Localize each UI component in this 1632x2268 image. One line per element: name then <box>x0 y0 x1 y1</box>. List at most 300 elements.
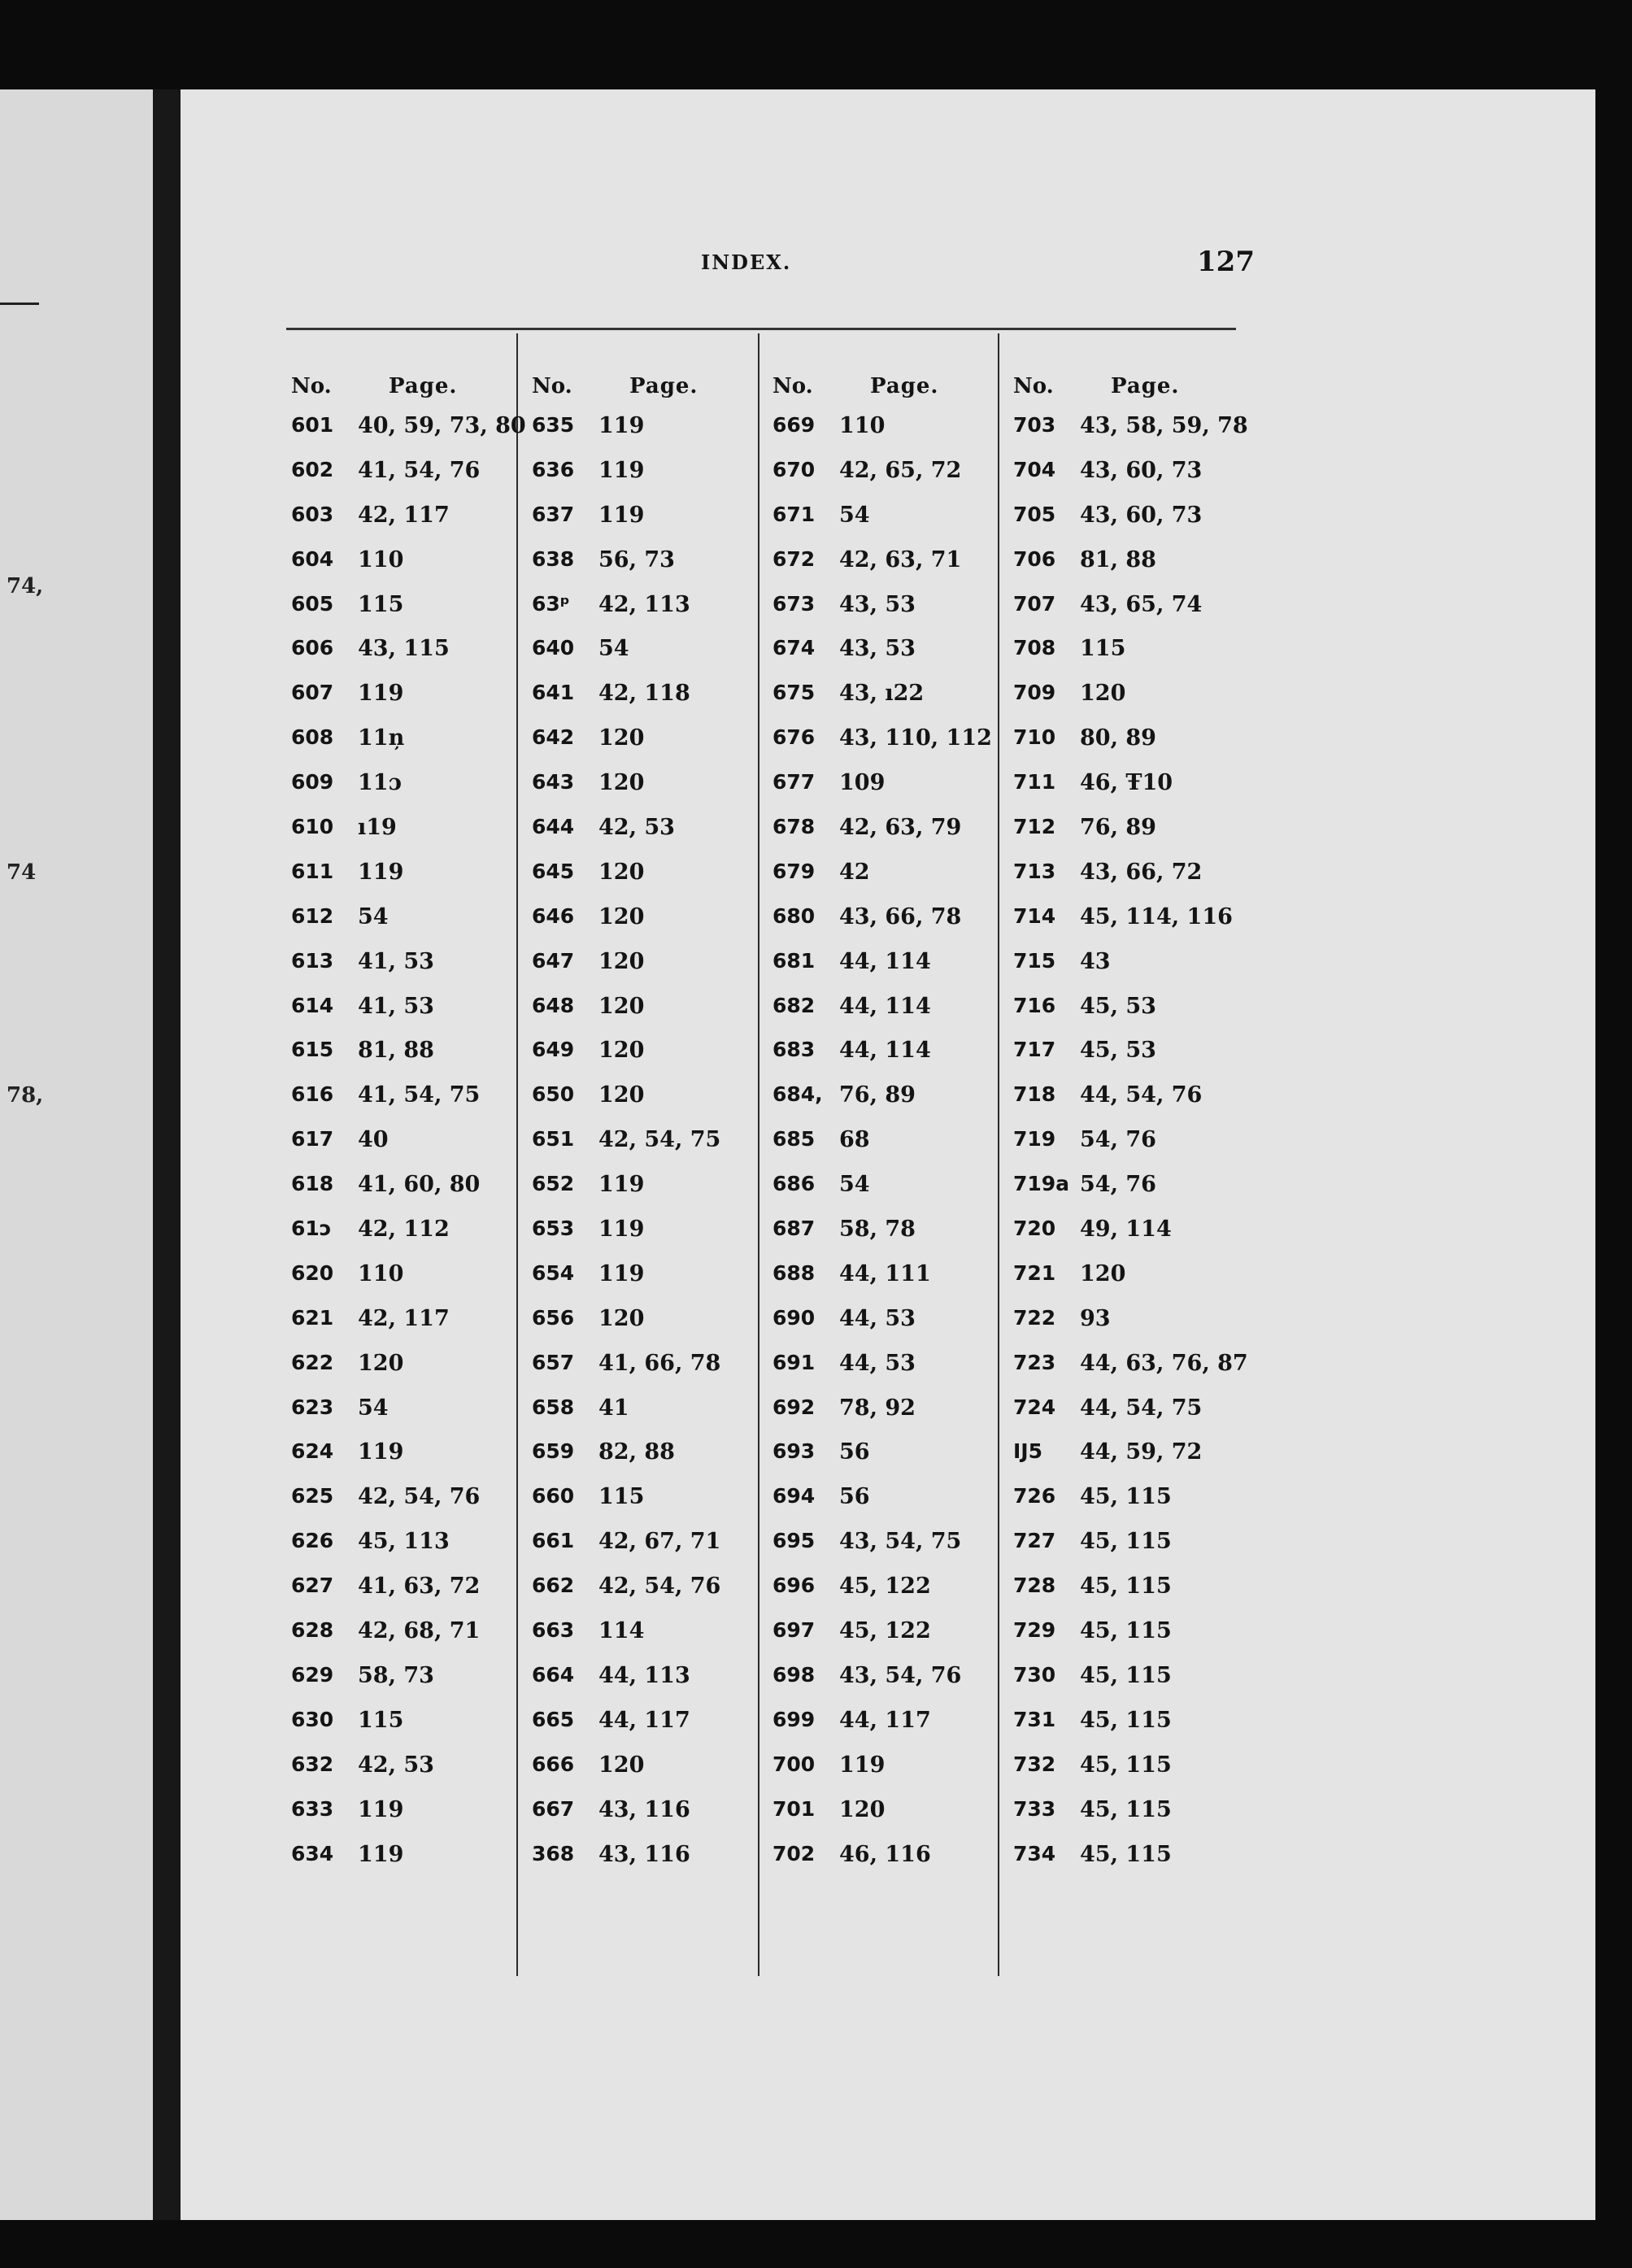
entry-pages: 119 <box>358 681 404 707</box>
entry-number: 657 <box>532 1350 575 1374</box>
entry-number: 652 <box>532 1172 575 1196</box>
entry-pages: 119 <box>598 1260 645 1286</box>
entry-number: 682 <box>772 993 816 1017</box>
entry-number: 635 <box>532 413 575 437</box>
entry-pages: 43, 60, 73 <box>1080 502 1203 528</box>
entry-pages: 45, 115 <box>1080 1618 1172 1644</box>
index-entry <box>772 1172 1008 1217</box>
index-entry <box>772 1618 1008 1663</box>
index-entry <box>772 503 1008 547</box>
index-entry <box>532 1395 768 1440</box>
facing-page-rule <box>0 303 39 305</box>
index-entry <box>532 770 768 815</box>
entry-pages: 120 <box>839 1796 886 1822</box>
header-page: Page. <box>629 374 698 398</box>
index-entry <box>1013 1261 1249 1306</box>
entry-pages: 58, 78 <box>839 1217 916 1243</box>
entry-number: 651 <box>532 1127 575 1151</box>
entry-pages: 115 <box>358 591 404 617</box>
index-entry <box>772 1351 1008 1395</box>
entry-number: 695 <box>772 1529 816 1553</box>
index-entry <box>772 904 1008 949</box>
index-entry <box>532 1038 768 1082</box>
entry-pages: 42, 67, 71 <box>598 1529 721 1555</box>
entry-number: 63ᵖ <box>532 591 570 616</box>
index-entry <box>772 815 1008 860</box>
entry-pages: 119 <box>598 413 645 438</box>
entry-number: 633 <box>291 1796 334 1821</box>
entry-number: 645 <box>532 859 575 883</box>
index-entry <box>772 413 1008 458</box>
header-no: No. <box>772 374 813 398</box>
index-entry <box>772 1708 1008 1752</box>
entry-number: 653 <box>532 1217 575 1241</box>
index-entry <box>532 1663 768 1708</box>
entry-number: 670 <box>772 457 816 481</box>
index-entry <box>1013 1618 1249 1663</box>
index-entry <box>1013 1842 1249 1887</box>
entry-number: 696 <box>772 1574 816 1598</box>
index-entry <box>1013 1439 1249 1484</box>
entry-pages: 76, 89 <box>1080 815 1156 841</box>
entry-pages: 54 <box>839 502 870 528</box>
entry-number: 609 <box>291 770 334 794</box>
entry-pages: 43, 53 <box>839 591 916 617</box>
entry-pages: 45, 122 <box>839 1618 931 1644</box>
index-entry <box>291 860 527 904</box>
index-entry <box>772 1752 1008 1797</box>
entry-number: 660 <box>532 1484 575 1508</box>
entry-pages: 45, 122 <box>839 1574 931 1600</box>
entry-number: 731 <box>1013 1707 1056 1731</box>
entry-number: 724 <box>1013 1395 1056 1419</box>
entry-pages: 119 <box>839 1752 886 1778</box>
index-entry <box>1013 1172 1249 1217</box>
index-entry <box>772 1574 1008 1618</box>
column-header <box>772 374 1008 413</box>
page-number: 127 <box>1197 246 1255 278</box>
index-entry <box>1013 592 1249 637</box>
index-entry <box>772 1842 1008 1887</box>
entry-pages: 54, 76 <box>1080 1127 1156 1153</box>
entry-number: 613 <box>291 948 334 973</box>
entry-pages: 43, 116 <box>598 1841 690 1867</box>
entry-pages: 119 <box>598 457 645 483</box>
index-entry <box>532 1797 768 1842</box>
entry-number: 688 <box>772 1260 816 1285</box>
index-entry <box>772 725 1008 770</box>
index-entry <box>291 1663 527 1708</box>
entry-pages: 44, 63, 76, 87 <box>1080 1350 1248 1376</box>
header-no: No. <box>1013 374 1054 398</box>
index-entry <box>1013 1351 1249 1395</box>
entry-pages: 42, 63, 71 <box>839 546 962 572</box>
index-entry <box>532 1618 768 1663</box>
entry-pages: 42, 63, 79 <box>839 815 962 841</box>
index-column-4 <box>1013 374 1249 1886</box>
index-entry <box>291 770 527 815</box>
entry-number: 605 <box>291 591 334 616</box>
entry-pages: 42, 54, 75 <box>598 1127 721 1153</box>
index-entry <box>532 1127 768 1172</box>
entry-pages: 110 <box>358 546 404 572</box>
facing-page-fragment: 74, <box>7 574 44 599</box>
entry-pages: 93 <box>1080 1305 1111 1331</box>
index-entry <box>291 1306 527 1351</box>
entry-number: 666 <box>532 1752 575 1776</box>
entry-pages: 45, 114, 116 <box>1080 903 1233 929</box>
entry-number: 729 <box>1013 1618 1056 1643</box>
entry-number: 719 <box>1013 1127 1056 1151</box>
entry-number: 727 <box>1013 1529 1056 1553</box>
entry-number: 627 <box>291 1574 334 1598</box>
book-spine <box>153 89 181 2220</box>
entry-pages: 43, 66, 78 <box>839 903 962 929</box>
index-entry <box>291 1708 527 1752</box>
entry-pages: 46, 116 <box>839 1841 931 1867</box>
entry-pages: 58, 73 <box>358 1662 434 1688</box>
index-entry <box>291 815 527 860</box>
entry-number: 640 <box>532 636 575 660</box>
entry-number: 603 <box>291 502 334 526</box>
entry-pages: 42, 117 <box>358 1305 450 1331</box>
index-entry <box>772 1797 1008 1842</box>
index-entry <box>291 1618 527 1663</box>
entry-number: 647 <box>532 948 575 973</box>
entry-pages: 44, 117 <box>839 1707 931 1733</box>
entry-pages: 42, 54, 76 <box>358 1484 481 1510</box>
entry-pages: 43, 53 <box>839 636 916 662</box>
index-entry <box>532 1306 768 1351</box>
entry-pages: 44, 53 <box>839 1305 916 1331</box>
entry-number: 700 <box>772 1752 816 1776</box>
index-entry <box>532 547 768 592</box>
entry-number: 612 <box>291 903 334 928</box>
entry-number: 730 <box>1013 1662 1056 1687</box>
entry-number: 602 <box>291 457 334 481</box>
index-entry <box>1013 1752 1249 1797</box>
index-entry <box>1013 904 1249 949</box>
entry-number: 692 <box>772 1395 816 1419</box>
entry-pages: 42, 68, 71 <box>358 1618 481 1644</box>
entry-number: 628 <box>291 1618 334 1643</box>
entry-pages: 43, 66, 72 <box>1080 859 1203 885</box>
entry-number: 713 <box>1013 859 1056 883</box>
entry-pages: 42 <box>839 859 870 885</box>
index-entry <box>291 1574 527 1618</box>
entry-number: 623 <box>291 1395 334 1419</box>
entry-pages: 120 <box>1080 681 1126 707</box>
index-entry <box>772 949 1008 994</box>
entry-pages: 119 <box>358 1439 404 1465</box>
entry-number: 698 <box>772 1662 816 1687</box>
index-entry <box>1013 1038 1249 1082</box>
entry-number: 675 <box>772 681 816 705</box>
index-entry <box>532 994 768 1038</box>
entry-number: 643 <box>532 770 575 794</box>
index-entry <box>291 904 527 949</box>
column-header <box>291 374 527 413</box>
entry-number: 676 <box>772 725 816 750</box>
entry-number: 646 <box>532 903 575 928</box>
index-entry <box>532 1529 768 1574</box>
entry-pages: 44, 54, 76 <box>1080 1082 1203 1108</box>
index-entry <box>772 1127 1008 1172</box>
entry-pages: 45, 115 <box>1080 1574 1172 1600</box>
index-entry <box>1013 1217 1249 1261</box>
entry-pages: 119 <box>598 502 645 528</box>
entry-pages: 110 <box>358 1260 404 1286</box>
index-entry <box>291 1261 527 1306</box>
entry-number: 656 <box>532 1305 575 1330</box>
index-entry <box>291 1797 527 1842</box>
entry-number: 699 <box>772 1707 816 1731</box>
entry-number: 610 <box>291 815 334 839</box>
entry-number: 691 <box>772 1350 816 1374</box>
entry-number: 726 <box>1013 1484 1056 1508</box>
index-entry <box>772 770 1008 815</box>
index-entry <box>772 547 1008 592</box>
index-entry <box>772 1082 1008 1127</box>
entry-pages: 109 <box>839 770 886 796</box>
index-entry <box>532 1484 768 1529</box>
entry-number: 644 <box>532 815 575 839</box>
index-entry <box>532 503 768 547</box>
entry-number: 637 <box>532 502 575 526</box>
index-page <box>181 89 1595 2220</box>
index-entry <box>291 1351 527 1395</box>
entry-number: 624 <box>291 1439 334 1464</box>
entry-pages: 45, 115 <box>1080 1707 1172 1733</box>
index-entry <box>291 1127 527 1172</box>
entry-pages: 115 <box>598 1484 645 1510</box>
index-entry <box>291 949 527 994</box>
entry-number: 663 <box>532 1618 575 1643</box>
entry-pages: 45, 115 <box>1080 1841 1172 1867</box>
index-entry <box>1013 547 1249 592</box>
index-entry <box>532 592 768 637</box>
entry-number: 604 <box>291 546 334 571</box>
entry-number: 687 <box>772 1217 816 1241</box>
facing-page-fragment: 78, <box>7 1083 44 1108</box>
index-entry <box>291 592 527 637</box>
entry-pages: 41, 63, 72 <box>358 1574 481 1600</box>
index-entry <box>772 860 1008 904</box>
index-entry <box>532 1261 768 1306</box>
entry-pages: 41, 60, 80 <box>358 1172 481 1198</box>
entry-number: 673 <box>772 591 816 616</box>
index-entry <box>772 1217 1008 1261</box>
entry-number: Ĳ5 <box>1013 1439 1042 1464</box>
index-entry <box>532 413 768 458</box>
index-entry <box>532 681 768 725</box>
entry-pages: 42, 53 <box>358 1752 434 1778</box>
entry-number: 684, <box>772 1082 823 1107</box>
index-entry <box>1013 1395 1249 1440</box>
index-entry <box>291 994 527 1038</box>
entry-number: 697 <box>772 1618 816 1643</box>
page-header <box>181 246 1595 283</box>
entry-number: 620 <box>291 1260 334 1285</box>
entry-pages: 120 <box>598 1038 645 1064</box>
entry-number: 630 <box>291 1707 334 1731</box>
index-entry <box>291 1529 527 1574</box>
entry-pages: 45, 115 <box>1080 1796 1172 1822</box>
entry-pages: 11ɔ <box>358 770 403 796</box>
index-entry <box>291 1082 527 1127</box>
entry-number: 622 <box>291 1350 334 1374</box>
entry-pages: 40 <box>358 1127 389 1153</box>
index-entry <box>1013 860 1249 904</box>
entry-pages: 45, 53 <box>1080 993 1156 1019</box>
index-entry <box>291 681 527 725</box>
entry-pages: 115 <box>1080 636 1126 662</box>
entry-number: 606 <box>291 636 334 660</box>
index-entry <box>1013 725 1249 770</box>
entry-number: 608 <box>291 725 334 750</box>
entry-pages: 45, 113 <box>358 1529 450 1555</box>
index-entry <box>772 1261 1008 1306</box>
index-entry <box>1013 636 1249 681</box>
entry-number: 658 <box>532 1395 575 1419</box>
entry-pages: 120 <box>598 859 645 885</box>
entry-number: 607 <box>291 681 334 705</box>
entry-number: 680 <box>772 903 816 928</box>
entry-number: 679 <box>772 859 816 883</box>
entry-pages: 81, 88 <box>358 1038 434 1064</box>
entry-pages: 43, 115 <box>358 636 450 662</box>
entry-number: 733 <box>1013 1796 1056 1821</box>
entry-number: 659 <box>532 1439 575 1464</box>
entry-pages: 49, 114 <box>1080 1217 1172 1243</box>
entry-pages: 42, 118 <box>598 681 690 707</box>
index-entry <box>1013 1306 1249 1351</box>
entry-number: 650 <box>532 1082 575 1107</box>
facing-page-edge <box>0 89 153 2220</box>
entry-pages: 110 <box>839 413 886 438</box>
entry-number: 720 <box>1013 1217 1056 1241</box>
entry-pages: 120 <box>598 1752 645 1778</box>
entry-number: 706 <box>1013 546 1056 571</box>
entry-pages: 42, 53 <box>598 815 675 841</box>
entry-number: 626 <box>291 1529 334 1553</box>
entry-pages: 42, 54, 76 <box>598 1574 721 1600</box>
entry-pages: 43, 58, 59, 78 <box>1080 413 1248 438</box>
entry-pages: 42, 113 <box>598 591 690 617</box>
entry-number: 601 <box>291 413 334 437</box>
entry-number: 671 <box>772 502 816 526</box>
entry-pages: 41, 66, 78 <box>598 1350 721 1376</box>
index-entry <box>1013 994 1249 1038</box>
index-entry <box>532 636 768 681</box>
entry-pages: 43, 65, 74 <box>1080 591 1203 617</box>
entry-pages: 43, 116 <box>598 1796 690 1822</box>
entry-pages: 45, 53 <box>1080 1038 1156 1064</box>
entry-number: 649 <box>532 1038 575 1062</box>
index-entry <box>291 503 527 547</box>
entry-number: 617 <box>291 1127 334 1151</box>
entry-number: 694 <box>772 1484 816 1508</box>
entry-number: 721 <box>1013 1260 1056 1285</box>
index-entry <box>532 1752 768 1797</box>
index-entry <box>1013 458 1249 503</box>
entry-number: 661 <box>532 1529 575 1553</box>
index-column-1 <box>291 374 527 1886</box>
index-entry <box>291 1217 527 1261</box>
entry-pages: 54 <box>358 1395 389 1421</box>
entry-pages: 45, 115 <box>1080 1529 1172 1555</box>
entry-number: 632 <box>291 1752 334 1776</box>
index-entry <box>532 1217 768 1261</box>
entry-number: 703 <box>1013 413 1056 437</box>
entry-pages: 41, 54, 76 <box>358 457 481 483</box>
entry-number: 710 <box>1013 725 1056 750</box>
entry-number: 616 <box>291 1082 334 1107</box>
index-entry <box>532 815 768 860</box>
index-entry <box>1013 770 1249 815</box>
entry-number: 728 <box>1013 1574 1056 1598</box>
entry-number: 690 <box>772 1305 816 1330</box>
index-entry <box>772 1306 1008 1351</box>
index-entry <box>291 1172 527 1217</box>
index-entry <box>532 949 768 994</box>
index-entry <box>532 1708 768 1752</box>
entry-number: 705 <box>1013 502 1056 526</box>
entry-number: 718 <box>1013 1082 1056 1107</box>
entry-pages: 43, 110, 112 <box>839 725 992 751</box>
entry-pages: 44, 114 <box>839 993 931 1019</box>
entry-pages: 119 <box>358 1841 404 1867</box>
index-entry <box>772 1663 1008 1708</box>
entry-pages: 119 <box>358 1796 404 1822</box>
entry-number: 732 <box>1013 1752 1056 1776</box>
entry-number: 667 <box>532 1796 575 1821</box>
entry-pages: 120 <box>598 1305 645 1331</box>
entry-number: 686 <box>772 1172 816 1196</box>
entry-number: 368 <box>532 1841 575 1865</box>
entry-pages: 44, 54, 75 <box>1080 1395 1203 1421</box>
index-entry <box>532 860 768 904</box>
entry-number: 709 <box>1013 681 1056 705</box>
entry-pages: 43, 60, 73 <box>1080 457 1203 483</box>
entry-number: 701 <box>772 1796 816 1821</box>
entry-pages: 44, 117 <box>598 1707 690 1733</box>
entry-number: 693 <box>772 1439 816 1464</box>
entry-pages: 41 <box>598 1395 629 1421</box>
entry-pages: 54 <box>598 636 629 662</box>
entry-number: 722 <box>1013 1305 1056 1330</box>
entry-pages: 120 <box>358 1350 404 1376</box>
index-entry <box>532 1842 768 1887</box>
index-entry <box>1013 949 1249 994</box>
header-no: No. <box>291 374 332 398</box>
column-header <box>1013 374 1249 413</box>
entry-number: 717 <box>1013 1038 1056 1062</box>
entry-number: 642 <box>532 725 575 750</box>
entry-pages: 120 <box>1080 1260 1126 1286</box>
index-entry <box>291 1484 527 1529</box>
entry-pages: 56, 73 <box>598 546 675 572</box>
index-entry <box>772 458 1008 503</box>
entry-number: 625 <box>291 1484 334 1508</box>
index-entry <box>291 725 527 770</box>
index-entry <box>291 1038 527 1082</box>
entry-number: 662 <box>532 1574 575 1598</box>
header-page: Page. <box>870 374 939 398</box>
entry-number: 677 <box>772 770 816 794</box>
entry-number: 674 <box>772 636 816 660</box>
header-rule <box>286 328 1236 330</box>
